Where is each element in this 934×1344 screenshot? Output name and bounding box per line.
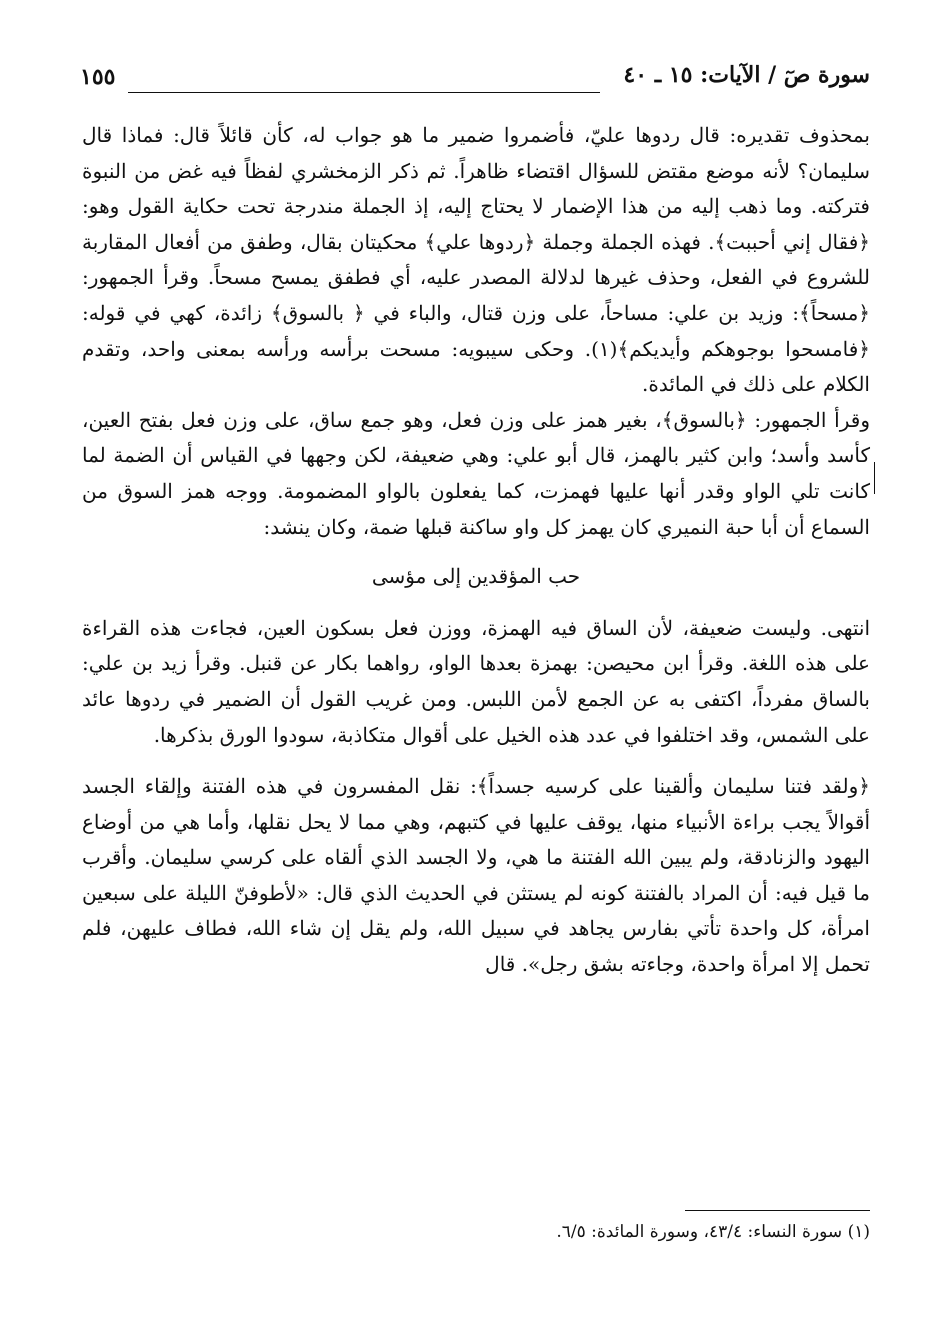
paragraph: بمحذوف تقديره: قال ردوها عليّ، فأضمروا ضمير ما هو جواب له، كأن قائلاً قال: فماذا قال سليمان؟ لأنه موضع مقتض للسؤال اقتضاء ظاهراً. ثم ذكر الزمخشري لفظاً فيه غض من النبوة فتركته. وما ذهب إليه من هذا الإضمار لا يحتاج إليه، إذ الجملة مندرجة تحت حكاية القول وهو: ﴿فقال إني أحببت﴾. فهذه الجملة وجملة ﴿ردوها علي﴾ محكيتان بقال، وطفق من أفعال المقاربة للشروع في الفعل، وحذف غيرها لدلالة المصدر عليه، أي فطفق يمسح مسحاً. وقرأ الجمهور: ﴿مسحاً﴾: وزيد بن علي: مساحاً، على وزن قتال، والباء في ﴿ بالسوق﴾ زائدة، كهي في قوله: ﴿فامسحوا بوجوهكم وأيديكم﴾(١). وحكى سيبويه: مسحت برأسه ورأسه بمعنى واحد، وتقدم الكلام على ذلك في المائدة. <box>82 123 870 397</box>
poetry-verse: حب المؤقدين إلى مؤسى <box>371 564 581 589</box>
paragraph-gap <box>82 753 870 769</box>
running-title: سورة صٓ / الآيات: ١٥ ـ ٤٠ <box>623 62 870 88</box>
page-header <box>80 62 870 102</box>
paragraph: وقرأ الجمهور: ﴿بالسوق﴾، بغير همز على وزن فعل، وهو جمع ساق، على وزن فعل بفتح العين، كأسد وأسد؛ وابن كثير بالهمز، قال أبو علي: وهي ضعيفة، لكن وجهها في القياس أن الضمة لما كانت تلي الواو وقدر أنها عليها فهمزت، كما يفعلون بالواو المضمومة. ووجه همز السوق من السماع أن أبا حبة النميري كان يهمز كل واو ساكنة قبلها ضمة، وكان ينشد: <box>82 407 870 539</box>
page-number: ١٥٥ <box>80 64 116 90</box>
margin-marker <box>874 462 875 494</box>
footnote: (١) سورة النساء: ٤٣/٤، وسورة المائدة: ٦/٥. <box>556 1222 870 1242</box>
footnote-separator <box>685 1210 870 1211</box>
header-rule <box>128 92 600 93</box>
paragraph: ﴿ولقد فتنا سليمان وألقينا على كرسيه جسداً﴾: نقل المفسرون في هذه الفتنة وإلقاء الجسد أقوالاً يجب براءة الأنبياء منها، يوقف عليها في كتبهم، وهي مما لا يحل نقلها، وأما هي من أوضاع اليهود والزنادقة، ولم يبين الله الفتنة ما هي، ولا الجسد الذي ألقاه على كرسي سليمان. وأقرب ما قيل فيه: أن المراد بالفتنة كونه لم يستثن في الحديث الذي قال: «لأطوفنّ الليلة على سبعين امرأة، كل واحدة تأتي بفارس يجاهد في سبيل الله، ولم يقل إن شاء الله، فطاف عليهن، فلم تحمل إلا امرأة واحدة، وجاءته بشق رجل». قال <box>82 774 870 977</box>
paragraph: انتهى. وليست ضعيفة، لأن الساق فيه الهمزة، ووزن فعل بسكون العين، فجاءت هذه القراءة على هذه اللغة. وقرأ ابن محيصن: بهمزة بعدها الواو، رواهما بكار عن قنبل. وقرأ زيد بن علي: بالساق مفرداً، اكتفى به عن الجمع لأمن اللبس. ومن غريب القول أن الضمير في ردوها عائد على الشمس، وقد اختلفوا في عدد هذه الخيل على أقوال متكاذبة، سودوا الورق بذكرها. <box>82 615 870 747</box>
main-text <box>82 118 870 983</box>
